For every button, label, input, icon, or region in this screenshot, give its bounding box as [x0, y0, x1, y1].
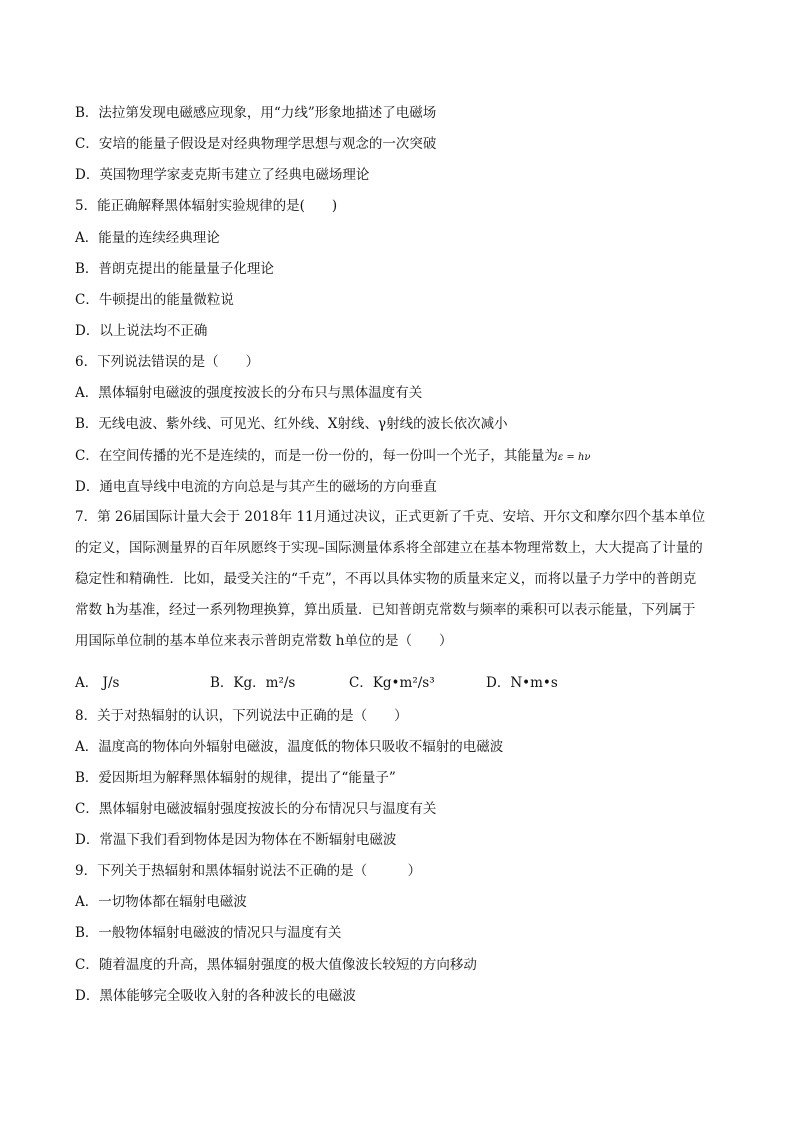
- q5-option-b: B．普朗克提出的能量量子化理论: [75, 261, 274, 277]
- q5-option-c: C．牛顿提出的能量微粒说: [75, 292, 234, 308]
- q8-option-b: B．爱因斯坦为解释黑体辐射的规律，提出了“能量子”: [75, 770, 396, 786]
- q6-option-a: A．黑体辐射电磁波的强度按波长的分布只与黑体温度有关: [75, 385, 423, 401]
- q7-stem-line: 常数 h为基准，经过一系列物理换算，算出质量．已知普朗克常数与频率的乘积可以表示能量，下列属于: [75, 602, 696, 618]
- q6-option-b: B．无线电波、紫外线、可见光、红外线、X射线、γ射线的波长依次减小: [75, 416, 508, 432]
- q4-option-b: B．法拉第发现电磁感应现象，用“力线”形象地描述了电磁场: [75, 105, 437, 121]
- q6-option-c: [75, 446, 590, 468]
- q7-stem-line: 7．第 26届国际计量大会于 2018年 11月通过决议，正式更新了千克、安培、开尔文和摩尔四个基本单位: [75, 509, 706, 525]
- q8-option-d: D．常温下我们看到物体是因为物体在不断辐射电磁波: [75, 832, 397, 848]
- photon-energy-formula: ε = hν: [557, 452, 591, 463]
- q5-option-d: D．以上说法均不正确: [75, 323, 208, 339]
- q5-option-a: A．能量的连续经典理论: [75, 230, 220, 246]
- q7-option-c: C．Kg•m²/s³: [349, 675, 435, 691]
- q9-option-d: D．黑体能够完全吸收入射的各种波长的电磁波: [75, 988, 356, 1004]
- q8-option-c: C．黑体辐射电磁波辐射强度按波长的分布情况只与温度有关: [75, 801, 437, 817]
- q9-option-b: B．一般物体辐射电磁波的情况只与温度有关: [75, 925, 342, 941]
- q7-stem-line: 的定义，国际测量界的百年夙愿终于实现–国际测量体系将全部建立在基本物理常数上，大大提高了计量的: [75, 540, 703, 556]
- q7-stem: [75, 502, 723, 657]
- q7-option-a: A． J/s: [75, 675, 120, 691]
- q5-stem: 5．能正确解释黑体辐射实验规律的是( ): [75, 198, 338, 214]
- q4-option-d: D．英国物理学家麦克斯韦建立了经典电磁场理论: [75, 167, 370, 183]
- q7-option-d: D．N•m•s: [486, 675, 558, 691]
- q7-option-b: B．Kg．m²/s: [210, 675, 296, 691]
- q9-option-a: A．一切物体都在辐射电磁波: [75, 894, 247, 910]
- q6-option-d: D．通电直导线中电流的方向总是与其产生的磁场的方向垂直: [75, 479, 437, 495]
- q9-stem: 9．下列关于热辐射和黑体辐射说法不正确的是（ ）: [75, 863, 422, 879]
- q7-stem-line: 稳定性和精确性．比如，最受关注的“千克”，不再以具体实物的质量来定义，而将以量子力学中的普朗克: [75, 571, 697, 587]
- q7-stem-line: 用国际单位制的基本单位来表示普朗克常数 h单位的是（ ）: [75, 633, 453, 649]
- q6-stem: 6．下列说法错误的是（ ）: [75, 354, 260, 370]
- q4-option-c: C．安培的能量子假设是对经典物理学思想与观念的一次突破: [75, 136, 437, 152]
- q8-option-a: A．温度高的物体向外辐射电磁波，温度低的物体只吸收不辐射的电磁波: [75, 739, 504, 755]
- q8-stem: 8．关于对热辐射的认识，下列说法中正确的是（ ）: [75, 708, 408, 724]
- q9-option-c: C．随着温度的升高，黑体辐射强度的极大值像波长较短的方向移动: [75, 957, 477, 973]
- q6-option-c-text: C．在空间传播的光不是连续的，而是一份一份的，每一份叫一个光子，其能量为: [75, 448, 558, 464]
